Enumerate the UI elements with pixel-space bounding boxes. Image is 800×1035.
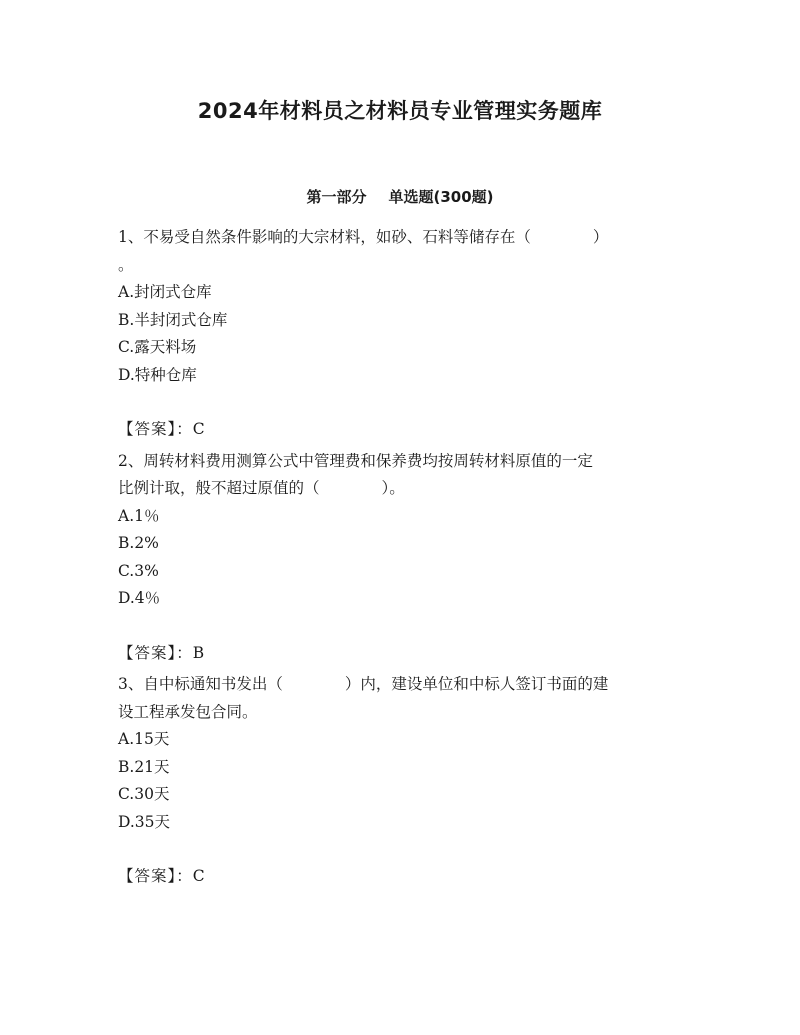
question-3 xyxy=(118,671,683,891)
option-c: C.3% xyxy=(118,561,159,580)
question-stem-continued xyxy=(118,475,683,503)
answer-label: 【答案】： xyxy=(118,643,193,662)
answer-label: 【答案】： xyxy=(118,420,193,438)
answer-line xyxy=(118,640,683,668)
question-stem xyxy=(118,671,683,699)
document-title: 2024年材料员之材料员专业管理实务题库 xyxy=(197,99,603,123)
question-stem: 2、周转材料费用测算公式中管理费和保养费均按周转材料原值的一定 xyxy=(118,451,593,470)
stem-text: ） xyxy=(592,228,609,246)
option-b: B.半封闭式仓库 xyxy=(118,310,228,329)
option-d: D.35天 xyxy=(118,812,171,831)
stem-text: 3、自中标通知书发出（ xyxy=(118,675,283,693)
answer-line xyxy=(118,863,683,891)
stem-text: ）内，建设单位和中标人签订书面的建 xyxy=(344,675,609,693)
option-c: C.30天 xyxy=(118,785,170,803)
question-stem xyxy=(118,224,683,252)
answer-value: C xyxy=(192,867,205,885)
answer-label: 【答案】： xyxy=(118,867,193,885)
section-name: 单选题(300题) xyxy=(388,188,494,206)
stem-text: ）。 xyxy=(381,479,405,497)
option-a: A.1％ xyxy=(118,506,160,525)
option-b: B.21天 xyxy=(118,757,170,776)
option-a: A.15天 xyxy=(118,730,170,748)
question-1 xyxy=(118,224,683,444)
question-stem-continued: 设工程承发包合同。 xyxy=(118,702,258,721)
option-a: A.封闭式仓库 xyxy=(118,283,212,301)
stem-text: 1、不易受自然条件影响的大宗材料，如砂、石料等储存在（ xyxy=(118,228,531,246)
option-b: B.2% xyxy=(118,534,159,552)
answer-line xyxy=(118,416,683,444)
question-list xyxy=(118,224,683,895)
answer-value: B xyxy=(192,643,205,662)
section-part: 第一部分 xyxy=(306,188,367,206)
option-d: D.特种仓库 xyxy=(118,365,197,384)
option-c: C.露天料场 xyxy=(118,338,197,356)
answer-value: C xyxy=(192,420,205,438)
question-stem-continued: 。 xyxy=(118,255,134,274)
stem-text: 比例计取，般不超过原值的（ xyxy=(118,479,320,497)
option-d: D.4％ xyxy=(118,589,161,607)
section-heading xyxy=(0,186,800,207)
question-2 xyxy=(118,448,683,668)
